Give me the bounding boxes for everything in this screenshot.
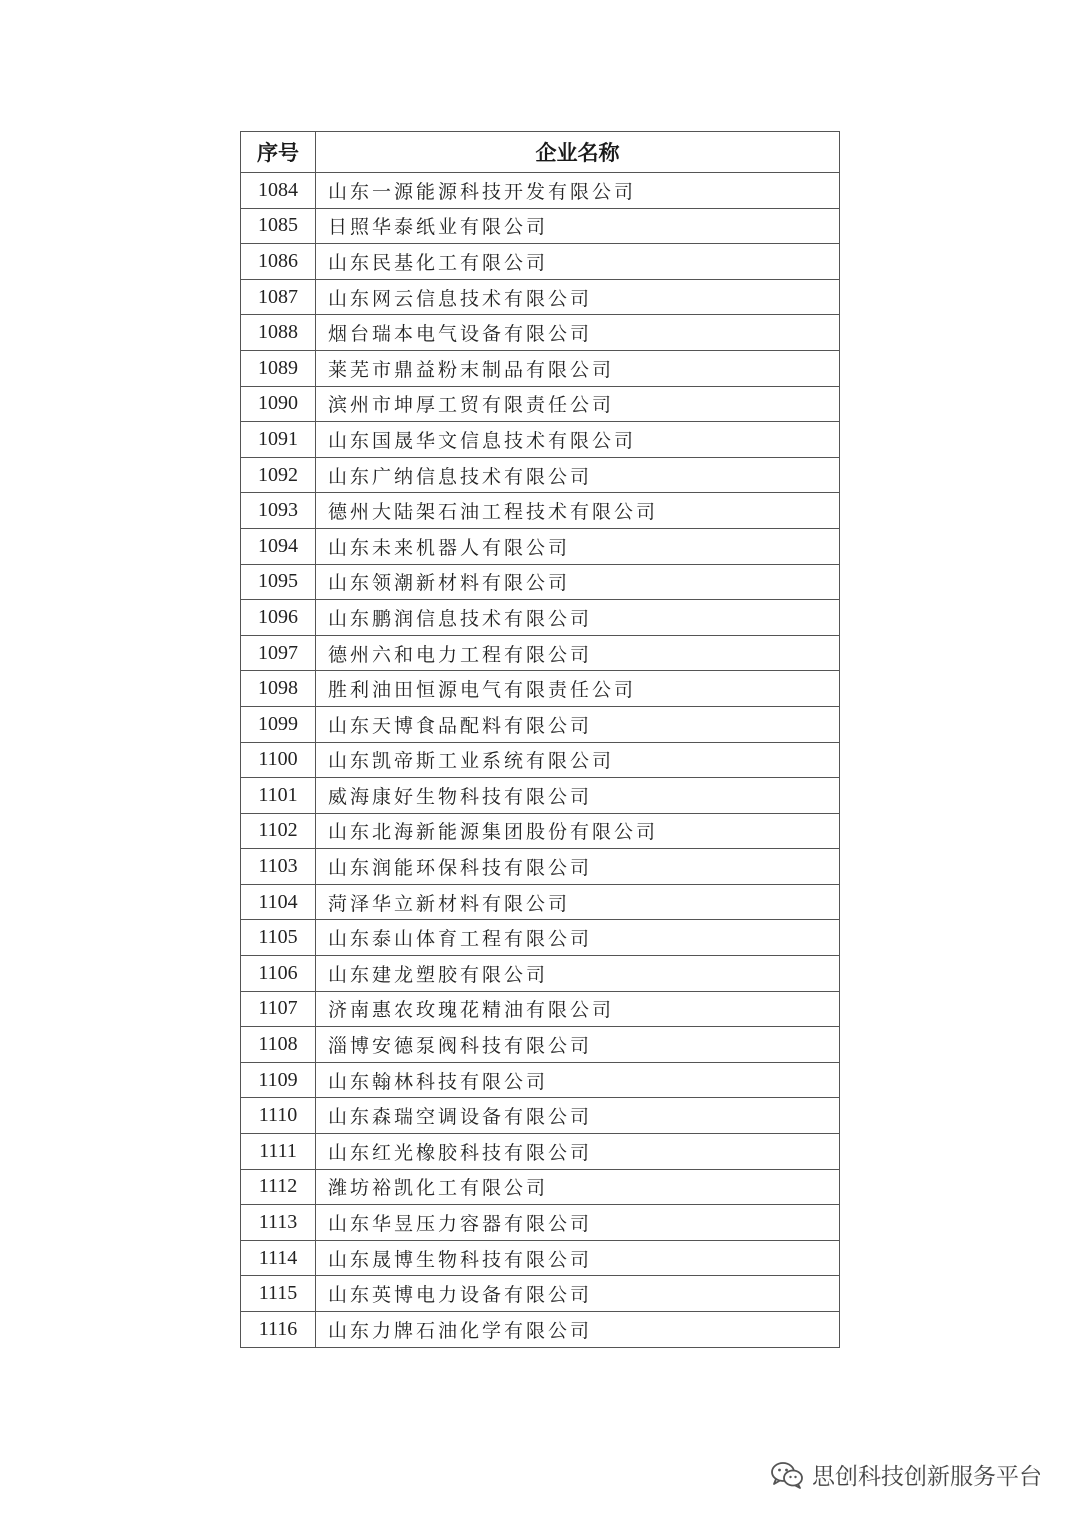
serial-number-cell: 1085 [241, 208, 316, 244]
serial-number-cell: 1087 [241, 279, 316, 315]
company-name-cell: 山东民基化工有限公司 [316, 244, 840, 280]
header-serial-number: 序号 [241, 132, 316, 173]
table-row [241, 279, 840, 315]
table-row [241, 1062, 840, 1098]
header-company-name: 企业名称 [316, 132, 840, 173]
serial-number-cell: 1084 [241, 173, 316, 209]
table-row [241, 173, 840, 209]
serial-number-cell: 1108 [241, 1027, 316, 1063]
serial-number-cell: 1113 [241, 1205, 316, 1241]
company-name-cell: 滨州市坤厚工贸有限责任公司 [316, 386, 840, 422]
company-name-cell: 烟台瑞本电气设备有限公司 [316, 315, 840, 351]
serial-number-cell: 1092 [241, 457, 316, 493]
company-name-cell: 山东润能环保科技有限公司 [316, 849, 840, 885]
company-name-cell: 山东晟博生物科技有限公司 [316, 1240, 840, 1276]
serial-number-cell: 1111 [241, 1134, 316, 1170]
serial-number-cell: 1089 [241, 350, 316, 386]
company-name-cell: 菏泽华立新材料有限公司 [316, 884, 840, 920]
table-row [241, 1205, 840, 1241]
company-name-cell: 山东泰山体育工程有限公司 [316, 920, 840, 956]
company-name-cell: 山东力牌石油化学有限公司 [316, 1312, 840, 1348]
serial-number-cell: 1114 [241, 1240, 316, 1276]
company-name-cell: 德州六和电力工程有限公司 [316, 635, 840, 671]
company-name-cell: 山东凯帝斯工业系统有限公司 [316, 742, 840, 778]
table-row [241, 564, 840, 600]
table-row [241, 778, 840, 814]
table-row [241, 635, 840, 671]
serial-number-cell: 1109 [241, 1062, 316, 1098]
table-row [241, 528, 840, 564]
table-row [241, 991, 840, 1027]
table-row [241, 920, 840, 956]
serial-number-cell: 1110 [241, 1098, 316, 1134]
serial-number-cell: 1112 [241, 1169, 316, 1205]
table-row [241, 315, 840, 351]
serial-number-cell: 1095 [241, 564, 316, 600]
wechat-icon [770, 1461, 804, 1489]
company-name-cell: 德州大陆架石油工程技术有限公司 [316, 493, 840, 529]
table-row [241, 457, 840, 493]
serial-number-cell: 1086 [241, 244, 316, 280]
watermark [770, 1458, 1042, 1491]
company-name-cell: 济南惠农玫瑰花精油有限公司 [316, 991, 840, 1027]
serial-number-cell: 1090 [241, 386, 316, 422]
table-row [241, 350, 840, 386]
serial-number-cell: 1103 [241, 849, 316, 885]
table-row [241, 956, 840, 992]
company-name-cell: 山东领潮新材料有限公司 [316, 564, 840, 600]
company-name-cell: 山东英博电力设备有限公司 [316, 1276, 840, 1312]
table-row [241, 386, 840, 422]
company-list-table-container [240, 131, 839, 1348]
company-name-cell: 淄博安德泵阀科技有限公司 [316, 1027, 840, 1063]
company-name-cell: 胜利油田恒源电气有限责任公司 [316, 671, 840, 707]
company-name-cell: 山东森瑞空调设备有限公司 [316, 1098, 840, 1134]
company-name-cell: 山东网云信息技术有限公司 [316, 279, 840, 315]
table-row [241, 493, 840, 529]
table-row [241, 244, 840, 280]
serial-number-cell: 1097 [241, 635, 316, 671]
table-header-row [241, 132, 840, 173]
table-row [241, 1312, 840, 1348]
company-name-cell: 山东一源能源科技开发有限公司 [316, 173, 840, 209]
serial-number-cell: 1105 [241, 920, 316, 956]
company-name-cell: 山东北海新能源集团股份有限公司 [316, 813, 840, 849]
serial-number-cell: 1094 [241, 528, 316, 564]
company-name-cell: 日照华泰纸业有限公司 [316, 208, 840, 244]
table-row [241, 1169, 840, 1205]
table-body [241, 173, 840, 1348]
company-name-cell: 山东华昱压力容器有限公司 [316, 1205, 840, 1241]
company-name-cell: 山东广纳信息技术有限公司 [316, 457, 840, 493]
serial-number-cell: 1102 [241, 813, 316, 849]
table-row [241, 813, 840, 849]
table-row [241, 1098, 840, 1134]
table-row [241, 422, 840, 458]
serial-number-cell: 1106 [241, 956, 316, 992]
serial-number-cell: 1104 [241, 884, 316, 920]
serial-number-cell: 1115 [241, 1276, 316, 1312]
table-row [241, 208, 840, 244]
table-row [241, 1276, 840, 1312]
serial-number-cell: 1107 [241, 991, 316, 1027]
company-list-table [240, 131, 840, 1348]
serial-number-cell: 1101 [241, 778, 316, 814]
company-name-cell: 莱芜市鼎益粉末制品有限公司 [316, 350, 840, 386]
company-name-cell: 山东鹏润信息技术有限公司 [316, 600, 840, 636]
serial-number-cell: 1088 [241, 315, 316, 351]
table-row [241, 1240, 840, 1276]
table-row [241, 706, 840, 742]
company-name-cell: 威海康好生物科技有限公司 [316, 778, 840, 814]
table-row [241, 742, 840, 778]
serial-number-cell: 1091 [241, 422, 316, 458]
company-name-cell: 山东国晟华文信息技术有限公司 [316, 422, 840, 458]
watermark-text: 思创科技创新服务平台 [812, 1464, 1042, 1490]
table-row [241, 671, 840, 707]
table-row [241, 884, 840, 920]
company-name-cell: 山东天博食品配料有限公司 [316, 706, 840, 742]
table-row [241, 1134, 840, 1170]
company-name-cell: 潍坊裕凯化工有限公司 [316, 1169, 840, 1205]
serial-number-cell: 1093 [241, 493, 316, 529]
company-name-cell: 山东红光橡胶科技有限公司 [316, 1134, 840, 1170]
table-row [241, 849, 840, 885]
table-row [241, 1027, 840, 1063]
serial-number-cell: 1099 [241, 706, 316, 742]
serial-number-cell: 1100 [241, 742, 316, 778]
serial-number-cell: 1116 [241, 1312, 316, 1348]
company-name-cell: 山东翰林科技有限公司 [316, 1062, 840, 1098]
table-row [241, 600, 840, 636]
serial-number-cell: 1096 [241, 600, 316, 636]
company-name-cell: 山东未来机器人有限公司 [316, 528, 840, 564]
serial-number-cell: 1098 [241, 671, 316, 707]
company-name-cell: 山东建龙塑胶有限公司 [316, 956, 840, 992]
